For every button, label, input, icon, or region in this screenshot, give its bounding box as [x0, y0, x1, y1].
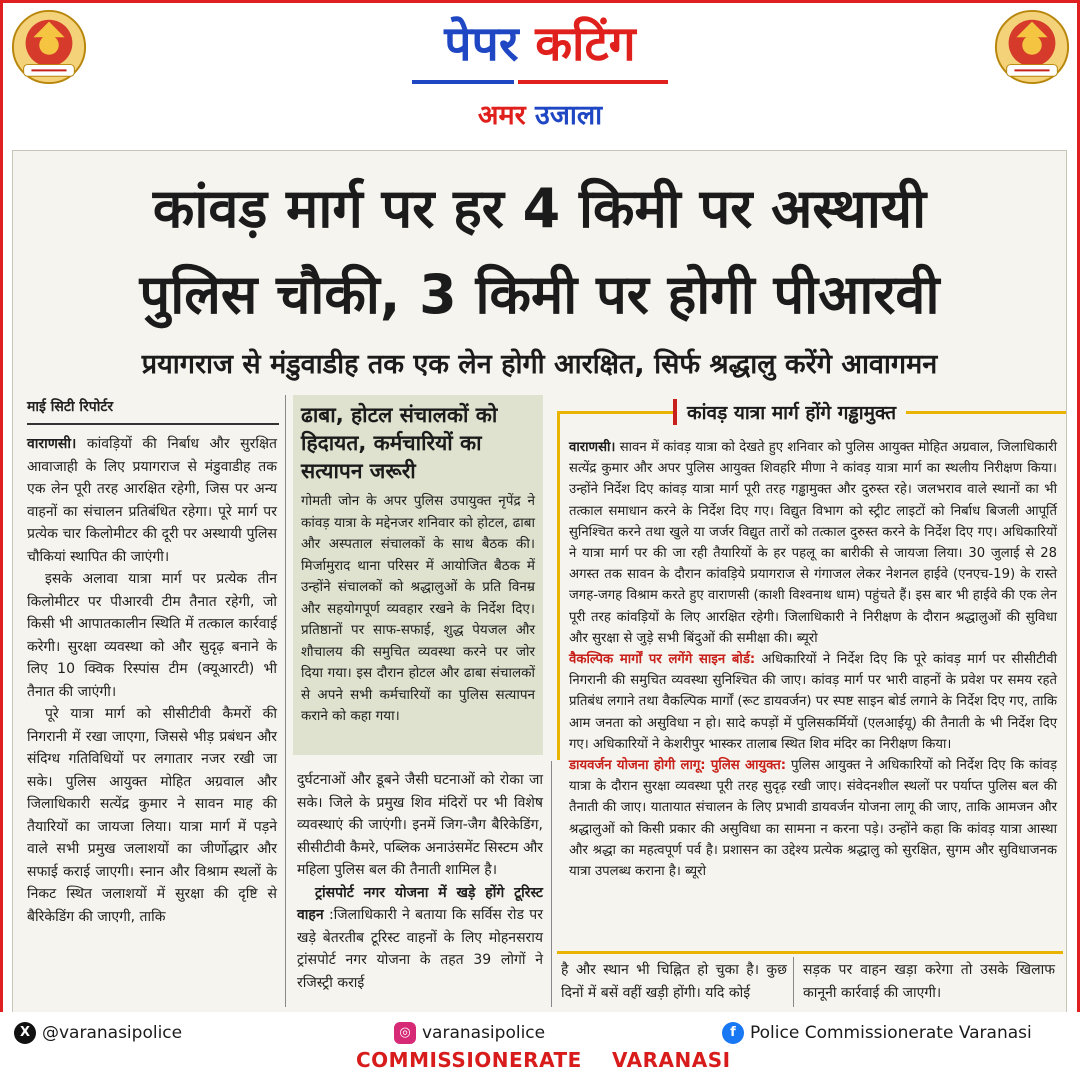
- sidebar-title: कांवड़ यात्रा मार्ग होंगे गड्ढामुक्त: [673, 399, 906, 425]
- col2-paragraph-2: :जिलाधिकारी ने बताया कि सर्विस रोड पर खड़े बेतरतीब टूरिस्ट वाहनों के लिए मोहनसराय ट्रांसपोर्ट नगर योजना के तहत 39 लोगों ने रजिस्ट्री कराई: [297, 907, 543, 991]
- byline: माई सिटी रिपोर्टर: [27, 399, 114, 415]
- instagram-link[interactable]: [394, 1020, 545, 1046]
- col4-paragraph: सड़क पर वाहन खड़ा करेगा तो उसके खिलाफ कानूनी कार्रवाई की जाएगी।: [803, 962, 1055, 1001]
- newspaper-clipping: [12, 150, 1067, 1014]
- col3-paragraph: है और स्थान भी चिह्नित हो चुका है। कुछ दिनों में बसें वहीं खड़ी होंगी। यदि कोई: [561, 962, 787, 1001]
- sidebar-paragraph-3: पुलिस आयुक्त ने अधिकारियों को निर्देश दिए कि कांवड़ यात्रा के दौरान सुरक्षा व्यवस्था पूरी तरह सुदृढ़ रखी जाए। संवेदनशील स्थलों पर पर्याप्त पुलिस बल की तैनाती की जाए। यातायात संचालन के लिए प्रभावी डायवर्जन योजना लागू की जाए, ताकि आमजन और श्रद्धालुओं को किसी प्रकार की असुविधा का सामना न करना पड़े। उन्होंने कहा कि कांवड़ यात्रा आस्था और श्रद्धा का महत्वपूर्ण पर्व है। प्रशासन का उद्देश्य प्रत्येक श्रद्धालु को सुरक्षित, सुगम और सुविधाजनक यात्रा उपलब्ध कराना है। ब्यूरो: [569, 758, 1057, 880]
- article-column-4: [803, 959, 1055, 1004]
- instagram-icon: ◎: [394, 1022, 416, 1044]
- x-logo-icon: X: [14, 1022, 36, 1044]
- col1-paragraph-1: कांवड़ियों की निर्बाध और सुरक्षित आवाजाही के लिए प्रयागराज से मंडुवाडीह तक एक लेन पूरी तरह आरक्षित रहेगी, जिस पर अन्य वाहनों का संचालन प्रतिबंधित रहेगा। पूरे मार्ग पर प्रत्येक चार किलोमीटर की दूरी पर अस्थायी पुलिस चौकियां स्थापित की जाएंगी।: [27, 436, 277, 565]
- x-link[interactable]: [14, 1020, 182, 1046]
- sidebar-subhead-2: डायवर्जन योजना होगी लागू: पुलिस आयुक्त:: [569, 758, 787, 774]
- column-divider-3: [793, 957, 794, 1007]
- sidebar-body: [569, 437, 1057, 882]
- newspaper-name-part2: उजाला: [535, 100, 603, 131]
- facebook-icon: f: [722, 1022, 744, 1044]
- header-title-part2: कटिंग: [535, 16, 636, 72]
- social-footer: [0, 1012, 1080, 1080]
- article-column-1: [27, 433, 277, 928]
- sidebar-dateline: वाराणसी।: [569, 440, 616, 455]
- byline-rule: [27, 423, 279, 425]
- article-column-3: [561, 959, 787, 1004]
- headline-line2: पुलिस चौकी, 3 किमी पर होगी पीआरवी: [139, 263, 940, 326]
- col1-paragraph-2: इसके अलावा यात्रा मार्ग पर प्रत्येक तीन किलोमीटर पर पीआरवी टीम तैनात रहेगी, जो किसी भी आपातकालीन स्थिति में तत्काल कार्रवाई करेगी। सुरक्षा व्यवस्था को और सुदृढ़ बनाने के लिए 10 क्विक रिस्पांस टीम (क्यूआरटी) भी तैनात की जाएंगी।: [27, 571, 277, 700]
- newspaper-name-part1: अमर: [477, 100, 526, 131]
- box-text: गोमती जोन के अपर पुलिस उपायुक्त नृपेंद्र ने कांवड़ यात्रा के मद्देनजर शनिवार को होटल, ढाबा और अस्पताल संचालकों के साथ बैठक की। मिर्जामुराद थाना परिसर में आयोजित बैठक में उन्होंने संचालकों को श्रद्धालुओं के प्रति विनम्र और सहयोगपूर्ण व्यवहार रखने के निर्देश दिए। प्रतिष्ठानों पर साफ-सफाई, शुद्ध पेयजल और शौचालय की समुचित व्यवस्था करने पर जोर दिया गया। इस दौरान होटल और ढाबा संचालकों से अपने सभी कर्मचारियों का पुलिस सत्यापन कराने को कहा गया।: [301, 493, 535, 724]
- sidebar-subhead-1: वैकल्पिक मार्गों पर लगेंगे साइन बोर्ड:: [569, 652, 756, 668]
- footer-varanasi: VARANASI: [612, 1048, 731, 1072]
- col2-paragraph-1: दुर्घटनाओं और डूबने जैसी घटनाओं को रोका जा सके। जिले के प्रमुख शिव मंदिरों पर भी विशेष व्यवस्थाएं की जाएंगी। इनमें जिग-जैग बैरिकेडिंग, सीसीटीवी कैमरे, पब्लिक अनाउंसमेंट सिस्टम और महिला पुलिस बल की तैनाती शामिल है।: [297, 772, 543, 878]
- facebook-page: Police Commissionerate Varanasi: [750, 1023, 1032, 1043]
- header-title-part1: पेपर: [444, 16, 519, 72]
- sidebar-paragraph-2: अधिकारियों ने निर्देश दिए कि पूरे कांवड़ मार्ग पर सीसीटीवी निगरानी की समुचित व्यवस्था सुनिश्चित की जाए। कांवड़ मार्ग पर भारी वाहनों के प्रवेश पर समय रहते प्रतिबंध लगाने तथा वैकल्पिक मार्गों (रूट डायवर्जन) पर स्पष्ट साइन बोर्ड लगाने के निर्देश दिए गए, ताकि आम जनता को असुविधा न हो। सादे कपड़ों में पुलिसकर्मियों (एलआईयू) की तैनाती के भी निर्देश दिए गए। अधिकारियों ने केशरीपुर भास्कर तालाब स्थित शिव मंदिर का निरीक्षण किया।: [569, 652, 1057, 752]
- x-handle: @varanasipolice: [42, 1023, 183, 1043]
- newspaper-name: [0, 98, 1080, 134]
- dateline: वाराणसी।: [27, 436, 77, 452]
- sidebar-bottom-rule: [557, 951, 1063, 954]
- facebook-link[interactable]: [722, 1020, 1032, 1046]
- column-divider-2: [551, 761, 552, 1007]
- headline-line1: कांवड़ मार्ग पर हर 4 किमी पर अस्थायी: [152, 177, 927, 240]
- box-title: ढाबा, होटल संचालकों को हिदायत, कर्मचारियों का सत्यापन जरूरी: [301, 403, 498, 483]
- highlight-box: [293, 395, 543, 755]
- header-underline-blue: [412, 80, 514, 84]
- col2-subhead: ट्रांसपोर्ट नगर योजना में खड़े होंगे टूरिस्ट वाहन: [297, 884, 543, 923]
- subheadline: प्रयागराज से मंडुवाडीह तक एक लेन होगी आरक्षित, सिर्फ श्रद्धालु करेंगे आवागमन: [141, 349, 938, 380]
- instagram-handle: varanasipolice: [422, 1023, 546, 1043]
- page-header-title: [0, 14, 1080, 74]
- col1-paragraph-3: पूरे यात्रा मार्ग को सीसीटीवी कैमरों की निगरानी में रखा जाएगा, जिससे भीड़ प्रबंधन और संदिग्ध गतिविधियों पर लगातार नजर रखी जा सके। पुलिस आयुक्त मोहित अग्रवाल और जिलाधिकारी सत्येंद्र कुमार ने सावन माह की तैयारियों का जायजा लिया। यात्रा मार्ग में पड़ने वाले सभी प्रमुख जलाशयों का जीर्णोद्धार और सफाई कराई जाएगी। स्नान और विश्राम स्थलों के निकट स्थित जलाशयों में सुरक्षा की दृष्टि से बैरिकेडिंग की जाएगी, ताकि: [27, 706, 277, 925]
- header-underline-red: [518, 80, 668, 84]
- sidebar-paragraph-1: सावन में कांवड़ यात्रा को देखते हुए शनिवार को पुलिस आयुक्त मोहित अग्रवाल, जिलाधिकारी सत्येंद्र कुमार और अपर पुलिस आयुक्त शिवहरि मीणा ने कांवड़ यात्रा मार्ग का स्थलीय निरीक्षण किया। उन्होंने निर्देश दिए कांवड़ यात्रा मार्ग पूरी तरह गड्ढामुक्त और दुरुस्त रहे। जलभराव वाले स्थानों का भी तत्काल समाधान करने के निर्देश दिए गए। विद्युत विभाग को स्ट्रीट लाइटों को निर्बाध बिजली आपूर्ति सुनिश्चित करने तथा खुले या जर्जर विद्युत तारों को तत्काल दुरुस्त करने के निर्देश दिए गए। अधिकारियों ने यात्रा मार्ग पर की जा रही तैयारियों के हर पहलू का बारीकी से जायजा लिया। 30 जुलाई से 28 अगस्त तक सावन के दौरान कांवड़िये प्रयागराज से गंगाजल लेकर नेशनल हाईवे (एनएच-19) के रास्ते जगह-जगह विश्राम करते हुए वाराणसी (काशी विश्वनाथ धाम) पहुंचते हैं। इस बार भी हाईवे की एक लेन पूरी तरह कांवड़ियों के लिए आरक्षित रहेगी। जिलाधिकारी ने निरीक्षण के दौरान श्रद्धालुओं की सुविधा और सुरक्षा से जुड़े सभी बिंदुओं की समीक्षा की। ब्यूरो: [569, 440, 1057, 646]
- column-divider-1: [285, 395, 286, 1007]
- article-column-2: [297, 769, 543, 994]
- footer-commissionerate: COMMISSIONERATE: [356, 1048, 582, 1072]
